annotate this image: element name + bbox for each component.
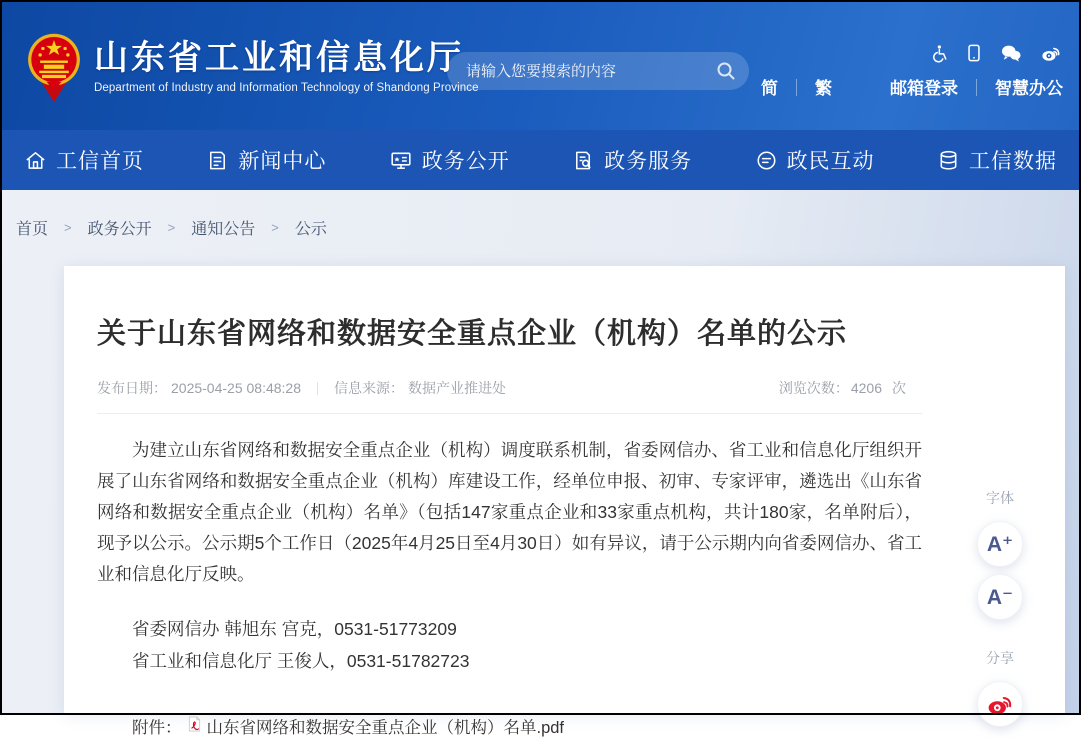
lang-simplified-link[interactable]: 简 (761, 79, 778, 98)
header-right (761, 44, 1063, 99)
view-count (779, 378, 922, 398)
search-input[interactable] (447, 63, 715, 80)
search-icon[interactable] (715, 60, 749, 82)
attachment-row (97, 714, 892, 738)
weibo-share-icon (987, 692, 1013, 716)
nav-label: 工信数据 (968, 150, 1057, 173)
source-value: 数据产业推进处 (408, 380, 506, 397)
nav-label: 新闻中心 (238, 150, 327, 173)
header-icon-row (930, 44, 1063, 62)
breadcrumb (16, 216, 327, 239)
nav-item-home[interactable] (24, 145, 144, 175)
font-size-label: 字体 (986, 490, 1014, 506)
article-title: 关于山东省网络和数据安全重点企业（机构）名单的公示 (97, 318, 848, 350)
national-emblem-logo (26, 30, 82, 104)
monitor-icon (389, 149, 413, 172)
side-tools (969, 488, 1031, 734)
brand (26, 30, 479, 104)
site-header (0, 0, 1081, 130)
pdf-icon (187, 716, 202, 732)
nav-label: 政民互动 (786, 150, 875, 173)
contact-line-1: 省委网信办 韩旭东 宫克，0531-51773209 (132, 619, 457, 640)
breadcrumb-separator: > (64, 220, 72, 235)
source-label: 信息来源： (334, 380, 404, 397)
nav-label: 政务公开 (421, 150, 510, 173)
share-label: 分享 (986, 650, 1014, 666)
article-paragraph: 为建立山东省网络和数据安全重点企业（机构）调度联系机制，省委网信办、省工业和信息化厅组织开展了山东省网络和数据安全重点企业（机构）库建设工作，经单位申报、初审、专家评审，遴选出《山东省网络和数据安全重点企业（机构）名单》（包括147家重点企业和33家重点机构，共计180家，名单附后），现予以公示。公示期5个工作日（2025年4月25日至4月30日）如有异议，请于公示期内向省委网信办、省工业和信息化厅反映。 (97, 440, 922, 585)
font-decrease-button[interactable]: A⁻ (977, 574, 1023, 620)
meta-divider (317, 382, 318, 395)
views-value: 4206 (850, 380, 882, 397)
mail-login-link[interactable]: 邮箱登录 (890, 79, 958, 98)
font-increase-button[interactable]: A⁺ (977, 521, 1023, 567)
home-icon (24, 149, 47, 172)
smart-office-link[interactable]: 智慧办公 (995, 79, 1063, 98)
nav-item-gov-info[interactable] (389, 145, 510, 175)
nav-item-interaction[interactable] (755, 145, 875, 175)
breadcrumb-gov-info[interactable]: 政务公开 (87, 221, 152, 238)
main-nav (0, 130, 1081, 190)
article-card (64, 266, 1065, 738)
search-box (447, 52, 749, 90)
database-icon (937, 149, 960, 172)
news-icon (206, 149, 229, 172)
nav-item-gov-service[interactable] (572, 145, 692, 175)
brand-text (94, 40, 479, 94)
interaction-icon (755, 149, 778, 172)
contact-line-2: 省工业和信息化厅 王俊人，0531-51782723 (132, 651, 470, 672)
nav-label: 工信首页 (56, 150, 144, 173)
breadcrumb-home[interactable]: 首页 (16, 221, 49, 238)
site-title: 山东省工业和信息化厅 (94, 38, 464, 77)
wechat-icon[interactable] (1001, 44, 1021, 62)
breadcrumb-separator: > (271, 220, 279, 235)
breadcrumb-separator: > (167, 220, 176, 235)
nav-item-news[interactable] (206, 145, 326, 175)
site-subtitle: Department of Industry and Information Technology of Shandong Province (94, 82, 479, 95)
breadcrumb-notices[interactable]: 通知公告 (191, 221, 256, 238)
nav-item-data[interactable] (937, 145, 1057, 175)
views-unit: 次 (892, 380, 906, 397)
accessibility-icon[interactable] (930, 44, 947, 62)
breadcrumb-announcement[interactable]: 公示 (294, 221, 327, 238)
article-content (64, 266, 922, 738)
document-search-icon (572, 149, 595, 172)
weibo-share-button[interactable] (977, 681, 1023, 727)
weibo-icon[interactable] (1041, 44, 1061, 62)
publish-date-label: 发布日期： (97, 380, 167, 397)
mobile-icon[interactable] (967, 44, 981, 62)
meta-rule (97, 413, 922, 414)
lang-traditional-link[interactable]: 繁 (815, 79, 832, 98)
link-separator: ｜ (968, 79, 985, 98)
nav-label: 政务服务 (604, 150, 693, 173)
header-link-row (761, 74, 1063, 99)
article-meta (97, 378, 922, 398)
link-separator: ｜ (788, 79, 805, 98)
publish-date-value: 2025-04-25 08:48:28 (171, 380, 301, 397)
views-label: 浏览次数： (778, 380, 849, 397)
attachment-link[interactable]: 山东省网络和数据安全重点企业（机构）名单.pdf (206, 719, 565, 738)
attachment-label: 附件： (132, 719, 182, 738)
